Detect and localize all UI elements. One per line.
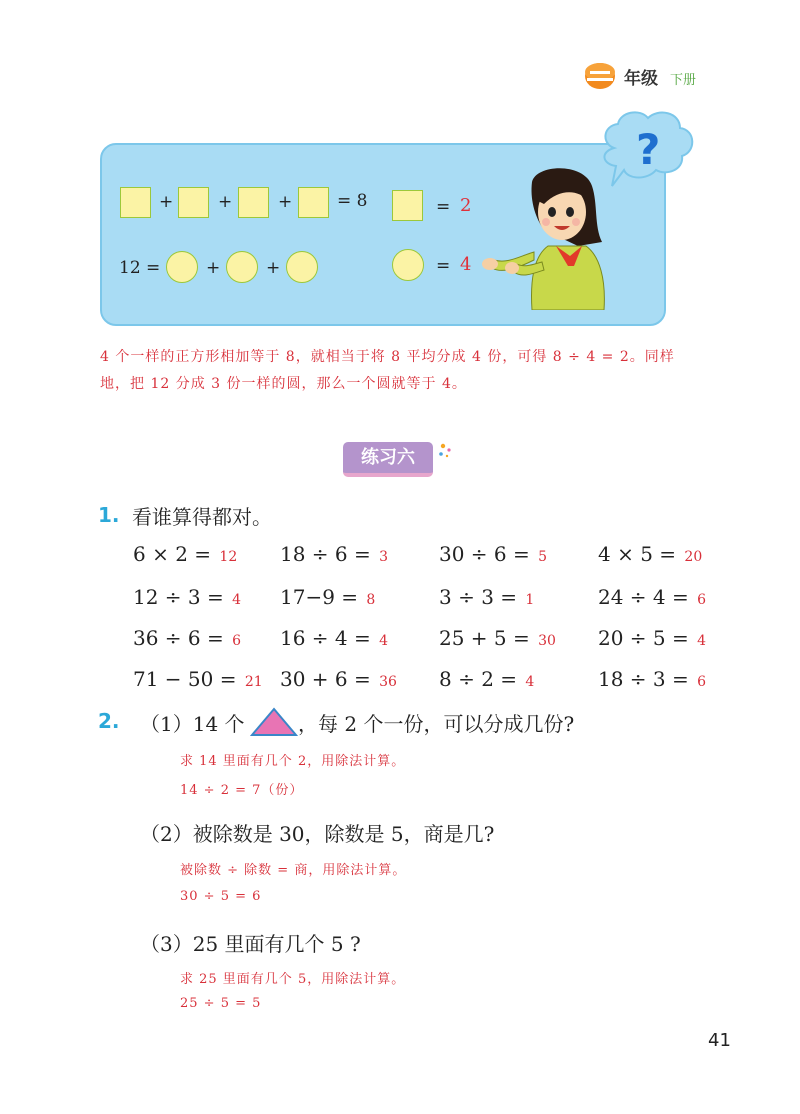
plus-sign: +	[278, 192, 293, 212]
girl-illustration	[474, 160, 614, 310]
yellow-circle	[166, 251, 198, 283]
explanation-line-1: 4 个一样的正方形相加等于 8，就相当于将 8 平均分成 4 份，可得 8 ÷ 4 = 2。同样	[100, 349, 675, 365]
equation-item: 6 × 2 = 12	[133, 542, 238, 566]
equals-sign: =	[436, 197, 451, 217]
equation-item: 4 × 5 = 20	[598, 542, 703, 566]
page-number: 41	[708, 1030, 731, 1051]
sparkle-dots-icon	[437, 442, 457, 462]
exercise-title: 练习六	[343, 442, 433, 477]
yellow-square	[178, 187, 209, 218]
yellow-square	[120, 187, 151, 218]
yellow-square	[392, 190, 423, 221]
question-mark: ?	[636, 125, 661, 174]
yellow-square	[298, 187, 329, 218]
question-1-title: 看谁算得都对。	[132, 505, 272, 529]
part-2-answer: 30 ÷ 5 = 6	[180, 889, 262, 904]
yellow-square	[238, 187, 269, 218]
part-1-question: ，每 2 个一份，可以分成几份?	[298, 712, 575, 736]
equation1-result: = 8	[337, 191, 368, 211]
equation-item: 8 ÷ 2 = 4	[439, 667, 535, 691]
equation-item: 30 ÷ 6 = 5	[439, 542, 548, 566]
equation-item: 30 + 6 = 36	[280, 667, 397, 691]
part-3-label: （3）25 里面有几个 5 ?	[140, 932, 361, 956]
equation-item: 17−9 = 8	[280, 585, 376, 609]
equation2-lhs: 12 =	[119, 258, 161, 278]
question-1-number: 1.	[98, 503, 120, 527]
volume-label: 下册	[670, 73, 697, 88]
part-2-hint: 被除数 ÷ 除数 = 商，用除法计算。	[180, 863, 407, 878]
square-value: 2	[460, 195, 472, 216]
yellow-circle	[392, 249, 424, 281]
equation-item: 24 ÷ 4 = 6	[598, 585, 707, 609]
part-1-hint: 求 14 里面有几个 2，用除法计算。	[180, 754, 406, 769]
question-2-number: 2.	[98, 709, 120, 733]
part-1-answer: 14 ÷ 2 = 7（份）	[180, 783, 304, 798]
equation-item: 25 + 5 = 30	[439, 626, 556, 650]
equation-item: 18 ÷ 6 = 3	[280, 542, 389, 566]
equation-item: 36 ÷ 6 = 6	[133, 626, 242, 650]
part-3-answer: 25 ÷ 5 = 5	[180, 996, 262, 1011]
circle-value: 4	[460, 254, 472, 275]
part-1-label: （1）14 个	[140, 712, 245, 736]
grade-label: 年级	[624, 69, 658, 89]
grade-badge-icon	[584, 62, 616, 90]
equation-item: 3 ÷ 3 = 1	[439, 585, 535, 609]
part-2-label: （2）被除数是 30，除数是 5，商是几?	[140, 822, 495, 846]
plus-sign: +	[206, 258, 221, 278]
equation-item: 20 ÷ 5 = 4	[598, 626, 707, 650]
yellow-circle	[226, 251, 258, 283]
equation-item: 18 ÷ 3 = 6	[598, 667, 707, 691]
equals-sign: =	[436, 256, 451, 276]
pink-triangle-icon	[250, 707, 298, 737]
equation-item: 12 ÷ 3 = 4	[133, 585, 242, 609]
equation-item: 16 ÷ 4 = 4	[280, 626, 389, 650]
yellow-circle	[286, 251, 318, 283]
part-3-hint: 求 25 里面有几个 5，用除法计算。	[180, 972, 406, 987]
explanation-line-2: 地，把 12 分成 3 份一样的圆，那么一个圆就等于 4。	[100, 376, 467, 392]
plus-sign: +	[159, 192, 174, 212]
plus-sign: +	[218, 192, 233, 212]
equation-item: 71 − 50 = 21	[133, 667, 263, 691]
plus-sign: +	[266, 258, 281, 278]
